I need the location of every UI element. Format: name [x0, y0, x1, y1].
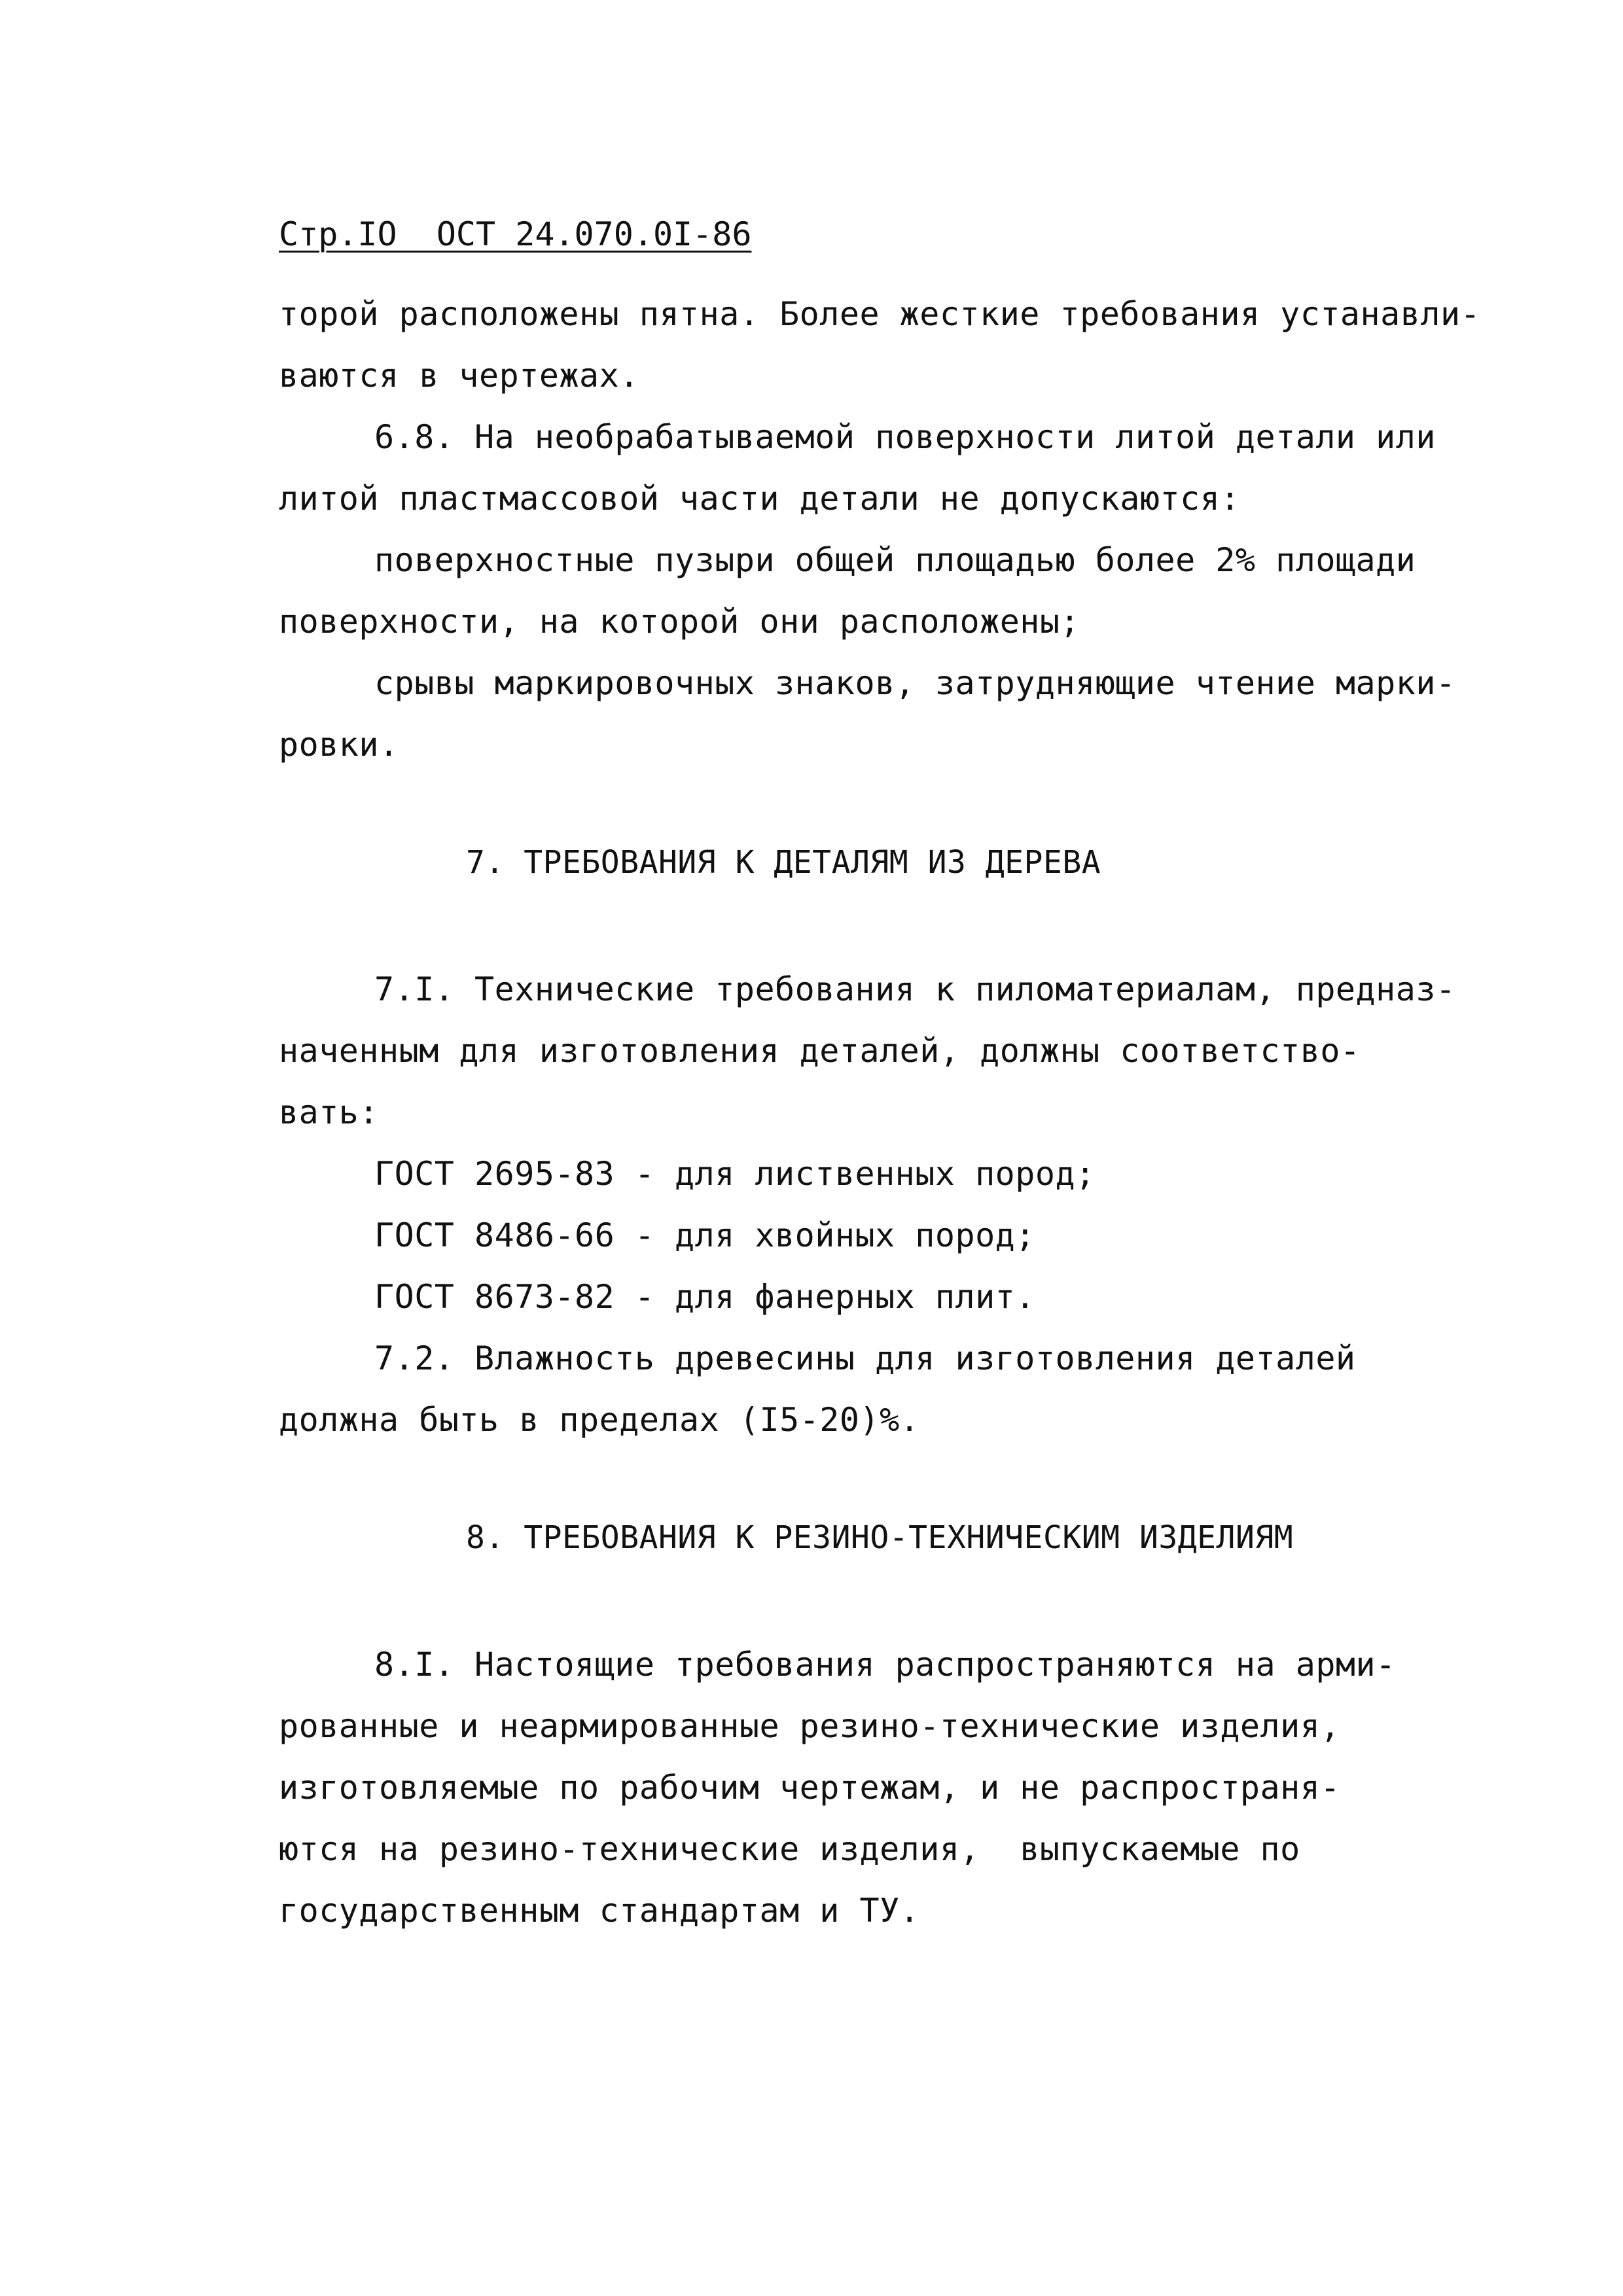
gost-item: ГОСТ 8486-66 - для хвойных пород; [374, 1216, 1035, 1254]
gost-item: ГОСТ 2695-83 - для лиственных пород; [374, 1155, 1096, 1193]
section-7-heading: 7. ТРЕБОВАНИЯ К ДЕТАЛЯМ ИЗ ДЕРЕВА [466, 844, 1101, 881]
paragraph-7-2: 7.2. Влажность древесины для изготовления деталей [374, 1339, 1356, 1377]
section-8-heading: 8. ТРЕБОВАНИЯ К РЕЗИНО-ТЕХНИЧЕСКИМ ИЗДЕЛИЯМ [466, 1519, 1294, 1556]
list-item: срывы маркировочных знаков, затрудняющие чтение марки- [374, 664, 1456, 702]
text-line: ровки. [279, 726, 399, 764]
list-item: поверхностные пузыри общей площадью более 2% площади [374, 541, 1416, 579]
text-line: изготовляемые по рабочим чертежам, и не распространя- [279, 1769, 1340, 1807]
text-line: поверхности, на которой они расположены; [279, 603, 1080, 641]
text-line: ваются в чертежах. [279, 357, 639, 395]
text-line: наченным для изготовления деталей, должны соответство- [279, 1032, 1361, 1070]
page-header: Стр.IO ОСТ 24.070.0I-86 [279, 215, 752, 253]
paragraph-7-1: 7.I. Технические требования к пиломатериалам, предназ- [374, 970, 1456, 1008]
text-line: государственным стандартам и ТУ. [279, 1892, 920, 1930]
gost-item: ГОСТ 8673-82 - для фанерных плит. [374, 1278, 1035, 1316]
paragraph-6-8: 6.8. На необрабатываемой поверхности литой детали или [374, 418, 1436, 456]
paragraph-8-1: 8.I. Настоящие требования распространяются на арми- [374, 1646, 1396, 1684]
text-line: торой расположены пятна. Более жесткие требования устанавли- [279, 295, 1481, 333]
text-line: вать: [279, 1093, 380, 1131]
text-line: должна быть в пределах (I5-20)%. [279, 1401, 920, 1439]
text-line: литой пластмассовой части детали не допускаются: [279, 480, 1240, 518]
text-line: ются на резино-технические изделия, выпускаемые по [279, 1830, 1300, 1868]
text-line: рованные и неармированные резино-технические изделия, [279, 1707, 1340, 1745]
